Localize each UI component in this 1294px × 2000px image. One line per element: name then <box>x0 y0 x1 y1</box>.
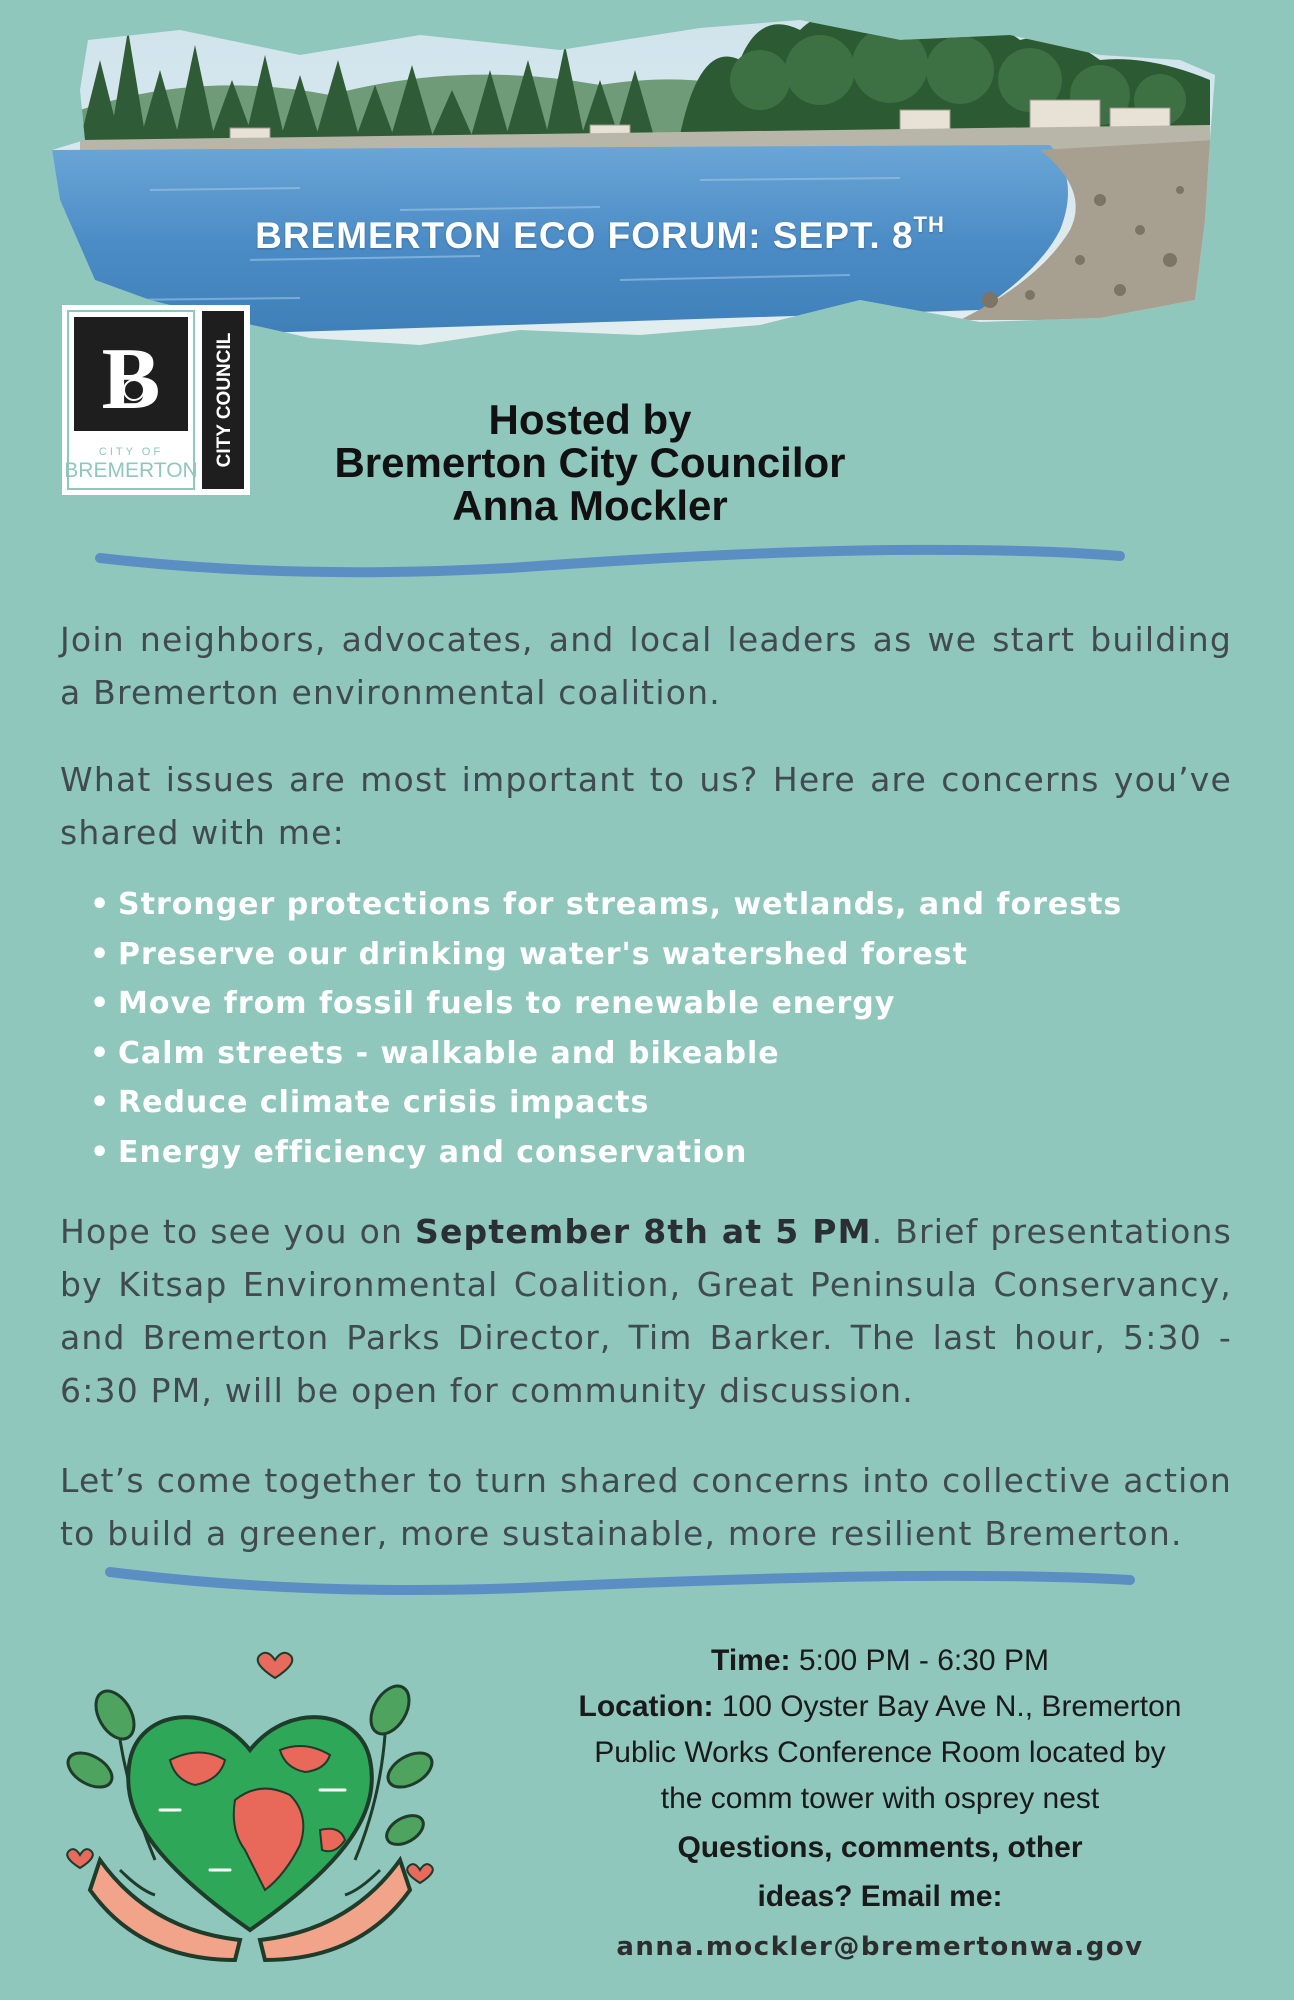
divider-wave-bottom <box>100 1558 1140 1608</box>
location-line: Location: 100 Oyster Bay Ave N., Bremerton <box>578 1690 1182 1723</box>
list-item: • Stronger protections for streams, wetlands, and forests <box>90 880 1190 930</box>
list-item: • Energy efficiency and conservation <box>90 1128 1190 1178</box>
svg-text:CITY OF: CITY OF <box>98 446 164 458</box>
svg-text:BREMERTON: BREMERTON <box>64 459 198 482</box>
time-line: Time: 5:00 PM - 6:30 PM <box>711 1644 1049 1677</box>
closing-paragraph: Let’s come together to turn shared concerns into collective action to build a greener, more sustainable, more resilient Bremerton. <box>60 1461 1232 1553</box>
event-date: September 8th at 5 PM <box>414 1212 872 1251</box>
schedule-paragraph: Hope to see you on September 8th at 5 PM. Brief presentations by Kitsap Environmental Coalition, Great Peninsula Conservancy, and Bremerton Parks Director, Tim Barker. The last hour, 5:30 - 6:30 PM, will be open for community discussion. <box>60 1212 1232 1410</box>
list-item: • Reduce climate crisis impacts <box>90 1078 1190 1128</box>
questions-line-1: Questions, comments, other <box>677 1831 1083 1864</box>
host-title: Bremerton City Councilor <box>334 439 846 486</box>
location-line-2: Public Works Conference Room located by <box>594 1736 1166 1769</box>
city-council-logo <box>62 305 250 495</box>
host-name: Anna Mockler <box>452 482 728 529</box>
intro-paragraph: Join neighbors, advocates, and local leaders as we start building a Bremerton environmental coalition. <box>60 620 1232 712</box>
contact-email[interactable]: anna.mockler@bremertonwa.gov <box>616 1932 1144 1962</box>
list-item: • Preserve our drinking water's watershed forest <box>90 930 1190 980</box>
question-paragraph: What issues are most important to us? Here are concerns you’ve shared with me: <box>60 760 1232 852</box>
svg-text:B: B <box>101 331 161 428</box>
host-info <box>280 398 900 527</box>
list-item: • Calm streets - walkable and bikeable <box>90 1029 1190 1079</box>
event-title: BREMERTON ECO FORUM: SEPT. 8TH <box>255 212 945 256</box>
divider-wave-top <box>90 540 1130 590</box>
issues-list <box>90 880 1190 1177</box>
location-line-3: the comm tower with osprey nest <box>660 1782 1100 1815</box>
svg-text:CITY COUNCIL: CITY COUNCIL <box>214 332 235 468</box>
hosted-by: Hosted by <box>488 396 692 443</box>
list-item: • Move from fossil fuels to renewable energy <box>90 979 1190 1029</box>
questions-line-2: ideas? Email me: <box>757 1880 1003 1913</box>
heart-globe-icon <box>60 1630 440 1970</box>
event-details <box>540 1638 1220 1970</box>
